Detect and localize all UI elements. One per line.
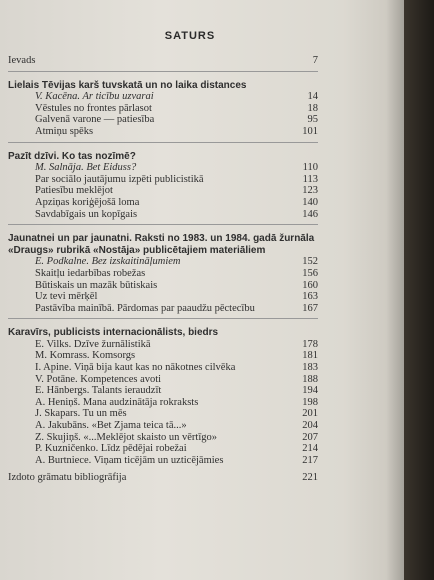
toc-page-number: 7 — [312, 55, 318, 66]
toc-entry-label: Par sociālo jautājumu izpēti publicistikā — [35, 173, 204, 185]
toc-page-number: 160 — [302, 279, 318, 291]
toc-row-bibliography — [8, 472, 318, 484]
toc-entry-label: Apziņas koriģējošā loma — [35, 196, 140, 208]
toc-row — [8, 291, 318, 303]
toc-section-heading: Pazīt dzīvi. Ko tas nozīmē? — [8, 150, 136, 162]
toc-page-number: 198 — [302, 396, 318, 408]
toc-row — [8, 174, 318, 186]
toc-page-number: 167 — [302, 302, 318, 314]
table-of-contents — [8, 55, 318, 484]
toc-page-number: 217 — [302, 454, 318, 466]
toc-entry-label: V. Kacēna. Ar ticību uzvarai — [35, 91, 154, 103]
toc-row — [8, 385, 318, 397]
toc-section — [8, 318, 318, 466]
book-spine-edge — [404, 0, 434, 580]
toc-section-heading: Lielais Tēvijas karš tuvskatā un no laika distances — [8, 79, 247, 91]
toc-entry-label: E. Podkalne. Bez izskaitināļumiem — [35, 256, 181, 268]
toc-section-heading: Karavīrs, publicists internacionālists, biedrs — [8, 327, 219, 339]
toc-page-number: 113 — [302, 173, 318, 185]
toc-page-number: 178 — [302, 338, 318, 350]
toc-entry-label: A. Heniņš. Mana audzinātāja rokraksts — [35, 396, 199, 408]
toc-row — [8, 268, 318, 280]
toc-row — [8, 303, 318, 315]
toc-page-number: 214 — [302, 443, 318, 455]
toc-row — [8, 362, 318, 374]
toc-row — [8, 420, 318, 432]
toc-page-number: 152 — [302, 256, 318, 268]
toc-row — [8, 339, 318, 351]
toc-entry-label: Būtiskais un mazāk būtiskais — [35, 279, 158, 291]
toc-page-number: 201 — [302, 408, 318, 420]
toc-entry-label: Uz tevi mērķēl — [35, 291, 98, 303]
toc-entry-label: P. Kuzničenko. Līdz pēdējai robežai — [35, 443, 187, 455]
toc-section-heading: Jaunatnei un par jaunatni. Raksti no 1983. un 1984. gadā žurnāla «Draugs» rubrikā «Nostāja» publicētajiem materiāliem — [8, 233, 315, 256]
toc-row — [8, 209, 318, 221]
toc-page-number: 163 — [302, 291, 318, 303]
toc-page-number: 204 — [302, 420, 318, 432]
toc-row — [8, 197, 318, 209]
toc-row — [8, 350, 318, 362]
toc-entry-label: Vēstules no frontes pārlasot — [35, 102, 152, 114]
toc-row — [8, 114, 318, 126]
toc-row — [8, 103, 318, 115]
toc-section — [8, 71, 318, 138]
toc-row — [8, 443, 318, 455]
toc-page-number: 183 — [302, 362, 318, 374]
toc-entry-label: E. Vilks. Dzīve žurnālistikā — [35, 338, 151, 350]
toc-row-intro — [8, 55, 318, 67]
page-title: SATURS — [164, 30, 216, 42]
toc-entry-label: Galvenā varone — patiesība — [35, 114, 155, 126]
toc-row — [8, 397, 318, 409]
toc-row — [8, 374, 318, 386]
toc-entry-label: M. Salnāja. Bet Eiduss? — [35, 162, 137, 174]
toc-entry-label: Patiesību meklējot — [35, 185, 113, 197]
toc-entry-label: Savdabīgais un kopīgais — [35, 208, 138, 220]
toc-entry-label: V. Potāne. Kompetences avoti — [35, 373, 162, 385]
toc-page-number: 14 — [307, 91, 318, 103]
toc-entry-label: Skaitļu iedarbības robežas — [35, 267, 146, 279]
toc-entry-label: Z. Skujiņš. «...Meklējot skaisto un vērtīgo» — [35, 431, 217, 443]
toc-page-number: 181 — [302, 350, 318, 362]
toc-section — [8, 224, 318, 314]
toc-page-number: 123 — [302, 185, 318, 197]
toc-row — [8, 185, 318, 197]
toc-row — [8, 408, 318, 420]
toc-page-number: 221 — [302, 472, 318, 484]
toc-entry-label: Ievads — [8, 55, 36, 66]
toc-page-number: 146 — [302, 208, 318, 220]
toc-row — [8, 256, 318, 268]
toc-page-number: 18 — [307, 102, 318, 114]
toc-entry-label: M. Komrass. Komsorgs — [35, 350, 136, 362]
toc-page-number: 101 — [302, 125, 318, 137]
toc-entry-label: Atmiņu spēks — [35, 125, 94, 137]
toc-row — [8, 126, 318, 138]
toc-entry-label: I. Apine. Viņā bija kaut kas no nākotnes cilvēka — [35, 362, 236, 374]
toc-page-number: 140 — [302, 196, 318, 208]
toc-page-number: 110 — [302, 162, 318, 174]
toc-page-number: 194 — [302, 385, 318, 397]
toc-page-number: 188 — [302, 373, 318, 385]
toc-row — [8, 432, 318, 444]
toc-entry-label: A. Burtniece. Viņam ticējām un uzticējāmies — [35, 454, 224, 466]
toc-row — [8, 280, 318, 292]
toc-row — [8, 91, 318, 103]
toc-entry-label: Izdoto grāmatu bibliogrāfija — [8, 472, 127, 484]
toc-page-number: 156 — [302, 267, 318, 279]
toc-section — [8, 142, 318, 221]
toc-entry-label: E. Hānbergs. Talants ieraudzīt — [35, 385, 162, 397]
toc-row — [8, 162, 318, 174]
toc-row — [8, 455, 318, 467]
toc-entry-label: J. Skapars. Tu un mēs — [35, 408, 127, 420]
toc-page-number: 207 — [302, 431, 318, 443]
toc-entry-label: A. Jakubāns. «Bet Zjama teica tā...» — [35, 420, 187, 432]
toc-entry-label: Pastāvība mainībā. Pārdomas par paaudžu pēctecību — [35, 302, 255, 314]
toc-page-number: 95 — [307, 114, 318, 126]
